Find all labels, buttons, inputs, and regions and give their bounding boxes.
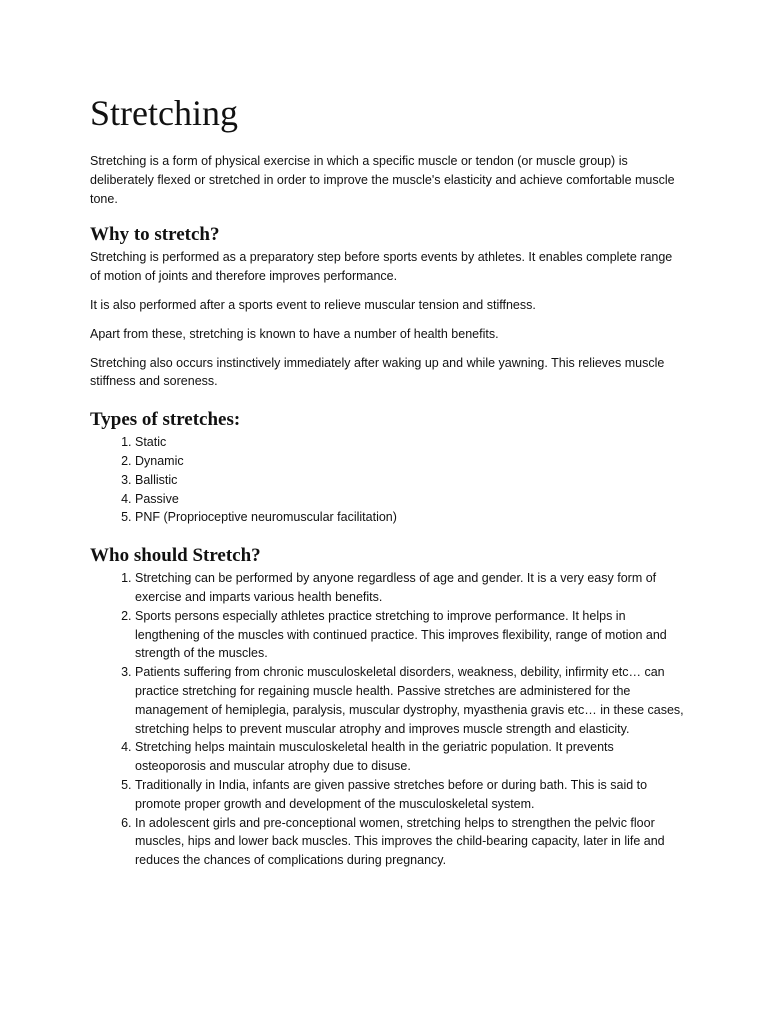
- list-item: 4. Passive: [135, 490, 686, 509]
- section-types-of-stretches: [90, 409, 686, 527]
- why-paragraph: Stretching is performed as a preparatory step before sports events by athletes. It enables complete range of motion of joints and therefore improves performance.: [90, 250, 673, 284]
- section-heading-who: Who should Stretch?: [90, 545, 261, 567]
- list-item: 4. Stretching helps maintain musculoskeletal health in the geriatric population. It prevents osteoporosis and muscular atrophy due to disuse.: [135, 738, 686, 776]
- section-heading-why: Why to stretch?: [90, 224, 220, 246]
- intro-paragraph: Stretching is a form of physical exercise in which a specific muscle or tendon (or muscle group) is deliberately flexed or stretched in order to improve the muscle's elasticity and achieve comfortable muscle tone.: [90, 154, 675, 206]
- list-item: 1. Static: [135, 433, 686, 452]
- list-item: 5. PNF (Proprioceptive neuromuscular facilitation): [135, 508, 686, 527]
- why-paragraph: Apart from these, stretching is known to have a number of health benefits.: [90, 326, 499, 341]
- section-why-to-stretch: [90, 224, 686, 391]
- section-heading-types: Types of stretches:: [90, 409, 241, 431]
- list-item: 3. Ballistic: [135, 471, 686, 490]
- document-page: [90, 90, 686, 870]
- page-title: Stretching: [90, 93, 238, 133]
- list-item: 1. Stretching can be performed by anyone regardless of age and gender. It is a very easy form of exercise and imparts various health benefits.: [135, 569, 686, 607]
- types-list: [90, 433, 686, 527]
- list-item: 6. In adolescent girls and pre-conceptional women, stretching helps to strengthen the pelvic floor muscles, hips and lower back muscles. This improves the child-bearing capacity, later in life and reduces the chances of complications during pregnancy.: [135, 814, 686, 870]
- section-who-should-stretch: [90, 545, 686, 870]
- list-item: 2. Dynamic: [135, 452, 686, 471]
- why-paragraph: It is also performed after a sports event to relieve muscular tension and stiffness.: [90, 297, 536, 312]
- list-item: 3. Patients suffering from chronic musculoskeletal disorders, weakness, debility, infirmity etc… can practice stretching for regaining muscle health. Passive stretches are administered for the management of hemiplegia, paralysis, muscular dystrophy, myasthenia gravis etc… in these cases, stretching helps to prevent muscular atrophy and improves muscle strength and elasticity.: [135, 663, 686, 738]
- list-item: 5. Traditionally in India, infants are given passive stretches before or during bath. This is said to promote proper growth and development of the musculoskeletal system.: [135, 776, 686, 814]
- why-paragraph: Stretching also occurs instinctively immediately after waking up and while yawning. This relieves muscle stiffness and soreness.: [90, 355, 665, 389]
- list-item: 2. Sports persons especially athletes practice stretching to improve performance. It helps in lengthening of the muscles with continued practice. This improves flexibility, range of motion and strength of the muscles.: [135, 607, 686, 663]
- who-list: [90, 569, 686, 870]
